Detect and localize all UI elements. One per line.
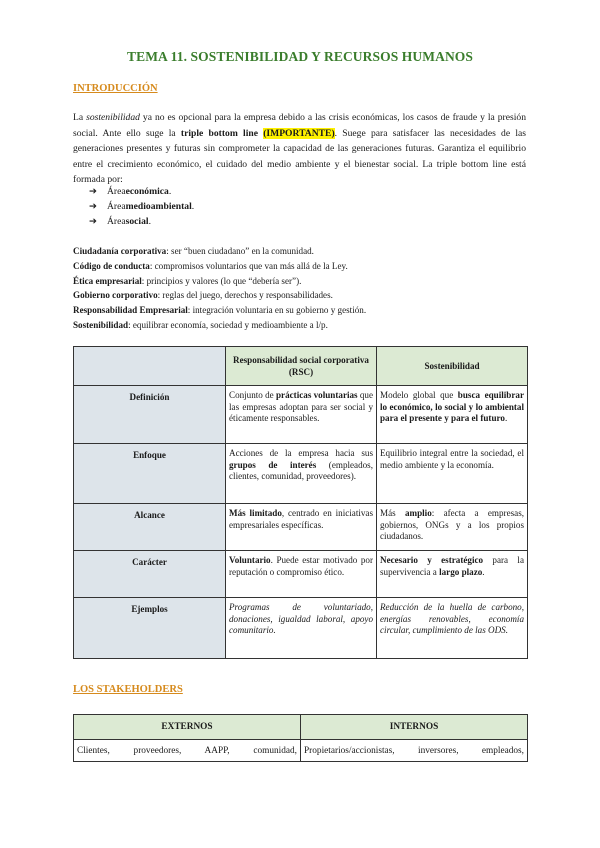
table-row (74, 386, 528, 444)
arrow-icon: ➔ (89, 201, 98, 212)
row-label-definicion: Definición (74, 386, 226, 444)
column-header-internos: INTERNOS (301, 715, 528, 740)
stakeholders-table (73, 714, 528, 762)
list-item: ➔ Área medioambiental . (89, 201, 195, 212)
table-cell: Voluntario. Puede estar motivado por reputación o compromiso ético. (226, 551, 377, 598)
table-row (74, 551, 528, 598)
table-cell: Clientes, proveedores, AAPP, comunidad, (74, 740, 301, 762)
definition-item: Ciudadanía corporativa: ser “buen ciudadano” en la comunidad. (73, 246, 314, 256)
arrow-icon: ➔ (89, 186, 98, 197)
table-row (74, 504, 528, 551)
column-header-sostenibilidad: Sostenibilidad (377, 347, 528, 386)
table-cell: Acciones de la empresa hacia sus grupos de interés (empleados, clientes, comunidad, proveedores). (226, 444, 377, 504)
table-row (74, 598, 528, 659)
table-cell: Programas de voluntariado, donaciones, igualdad laboral, apoyo comunitario. (226, 598, 377, 659)
table-corner-cell (74, 347, 226, 386)
definitions-list (73, 244, 543, 333)
page-title: TEMA 11. SOSTENIBILIDAD Y RECURSOS HUMANOS (126, 49, 474, 64)
table-cell: Propietarios/accionistas, inversores, empleados, (301, 740, 528, 762)
section-heading-introduccion: INTRODUCCIÓN (73, 83, 158, 94)
table-cell: Más limitado, centrado en iniciativas empresariales específicas. (226, 504, 377, 551)
column-header-rsc: Responsabilidad social corporativa (RSC) (226, 347, 377, 386)
list-item: ➔ Área social . (89, 216, 151, 227)
definition-item: Sostenibilidad: equilibrar economía, sociedad y medioambiente a l/p. (73, 319, 328, 330)
definition-item: Código de conducta: compromisos voluntarios que van más allá de la Ley. (73, 260, 348, 271)
triple-bottom-line-list (89, 184, 194, 229)
table-cell: Reducción de la huella de carbono, energías renovables, economía circular, cumplimiento de las ODS. (377, 598, 528, 659)
definition-item: Responsabilidad Empresarial: integración voluntaria en su gobierno y gestión. (73, 305, 367, 316)
section-heading-stakeholders: LOS STAKEHOLDERS (73, 684, 183, 695)
row-label-enfoque: Enfoque (74, 444, 226, 504)
row-label-ejemplos: Ejemplos (74, 598, 226, 659)
table-cell: Necesario y estratégico para la supervivencia a largo plazo. (377, 551, 528, 598)
table-cell: Conjunto de prácticas voluntarias que las empresas adoptan para ser social y éticamente responsables. (226, 386, 377, 444)
table-cell: Modelo global que busca equilibrar lo económico, lo social y lo ambiental para el presente y para el futuro. (377, 386, 528, 444)
arrow-icon: ➔ (89, 216, 98, 227)
row-label-caracter: Carácter (74, 551, 226, 598)
intro-paragraph: La sostenibilidad ya no es opcional para la empresa debido a las crisis económicas, los casos de fraude y la presión social. Ante ello suge la triple bottom line (IMPORTANTE). Suege para satisfacer las necesidades de las generaciones presentes y futuras sin comprometer la capacidad de las generaciones futuras. Garantiza el equilibrio entre el crecimiento económico, el cuidado del medio ambiente y el bienestar social. La triple bottom line está formada por: (73, 112, 526, 185)
important-highlight: (IMPORTANTE) (263, 127, 335, 139)
table-cell: Equilibrio integral entre la sociedad, el medio ambiente y la economía. (377, 444, 528, 504)
definition-item: Ética empresarial: principios y valores (lo que “debería ser”). (73, 275, 302, 286)
rsc-vs-sostenibilidad-table (73, 346, 528, 659)
list-item: ➔ Área económica . (89, 186, 172, 197)
definition-item: Gobierno corporativo: reglas del juego, derechos y responsabilidades. (73, 290, 333, 301)
table-cell: Más amplio: afecta a empresas, gobiernos, ONGs y a los propios ciudadanos. (377, 504, 528, 551)
row-label-alcance: Alcance (74, 504, 226, 551)
table-row (74, 444, 528, 504)
column-header-externos: EXTERNOS (74, 715, 301, 740)
table-row (74, 740, 528, 762)
